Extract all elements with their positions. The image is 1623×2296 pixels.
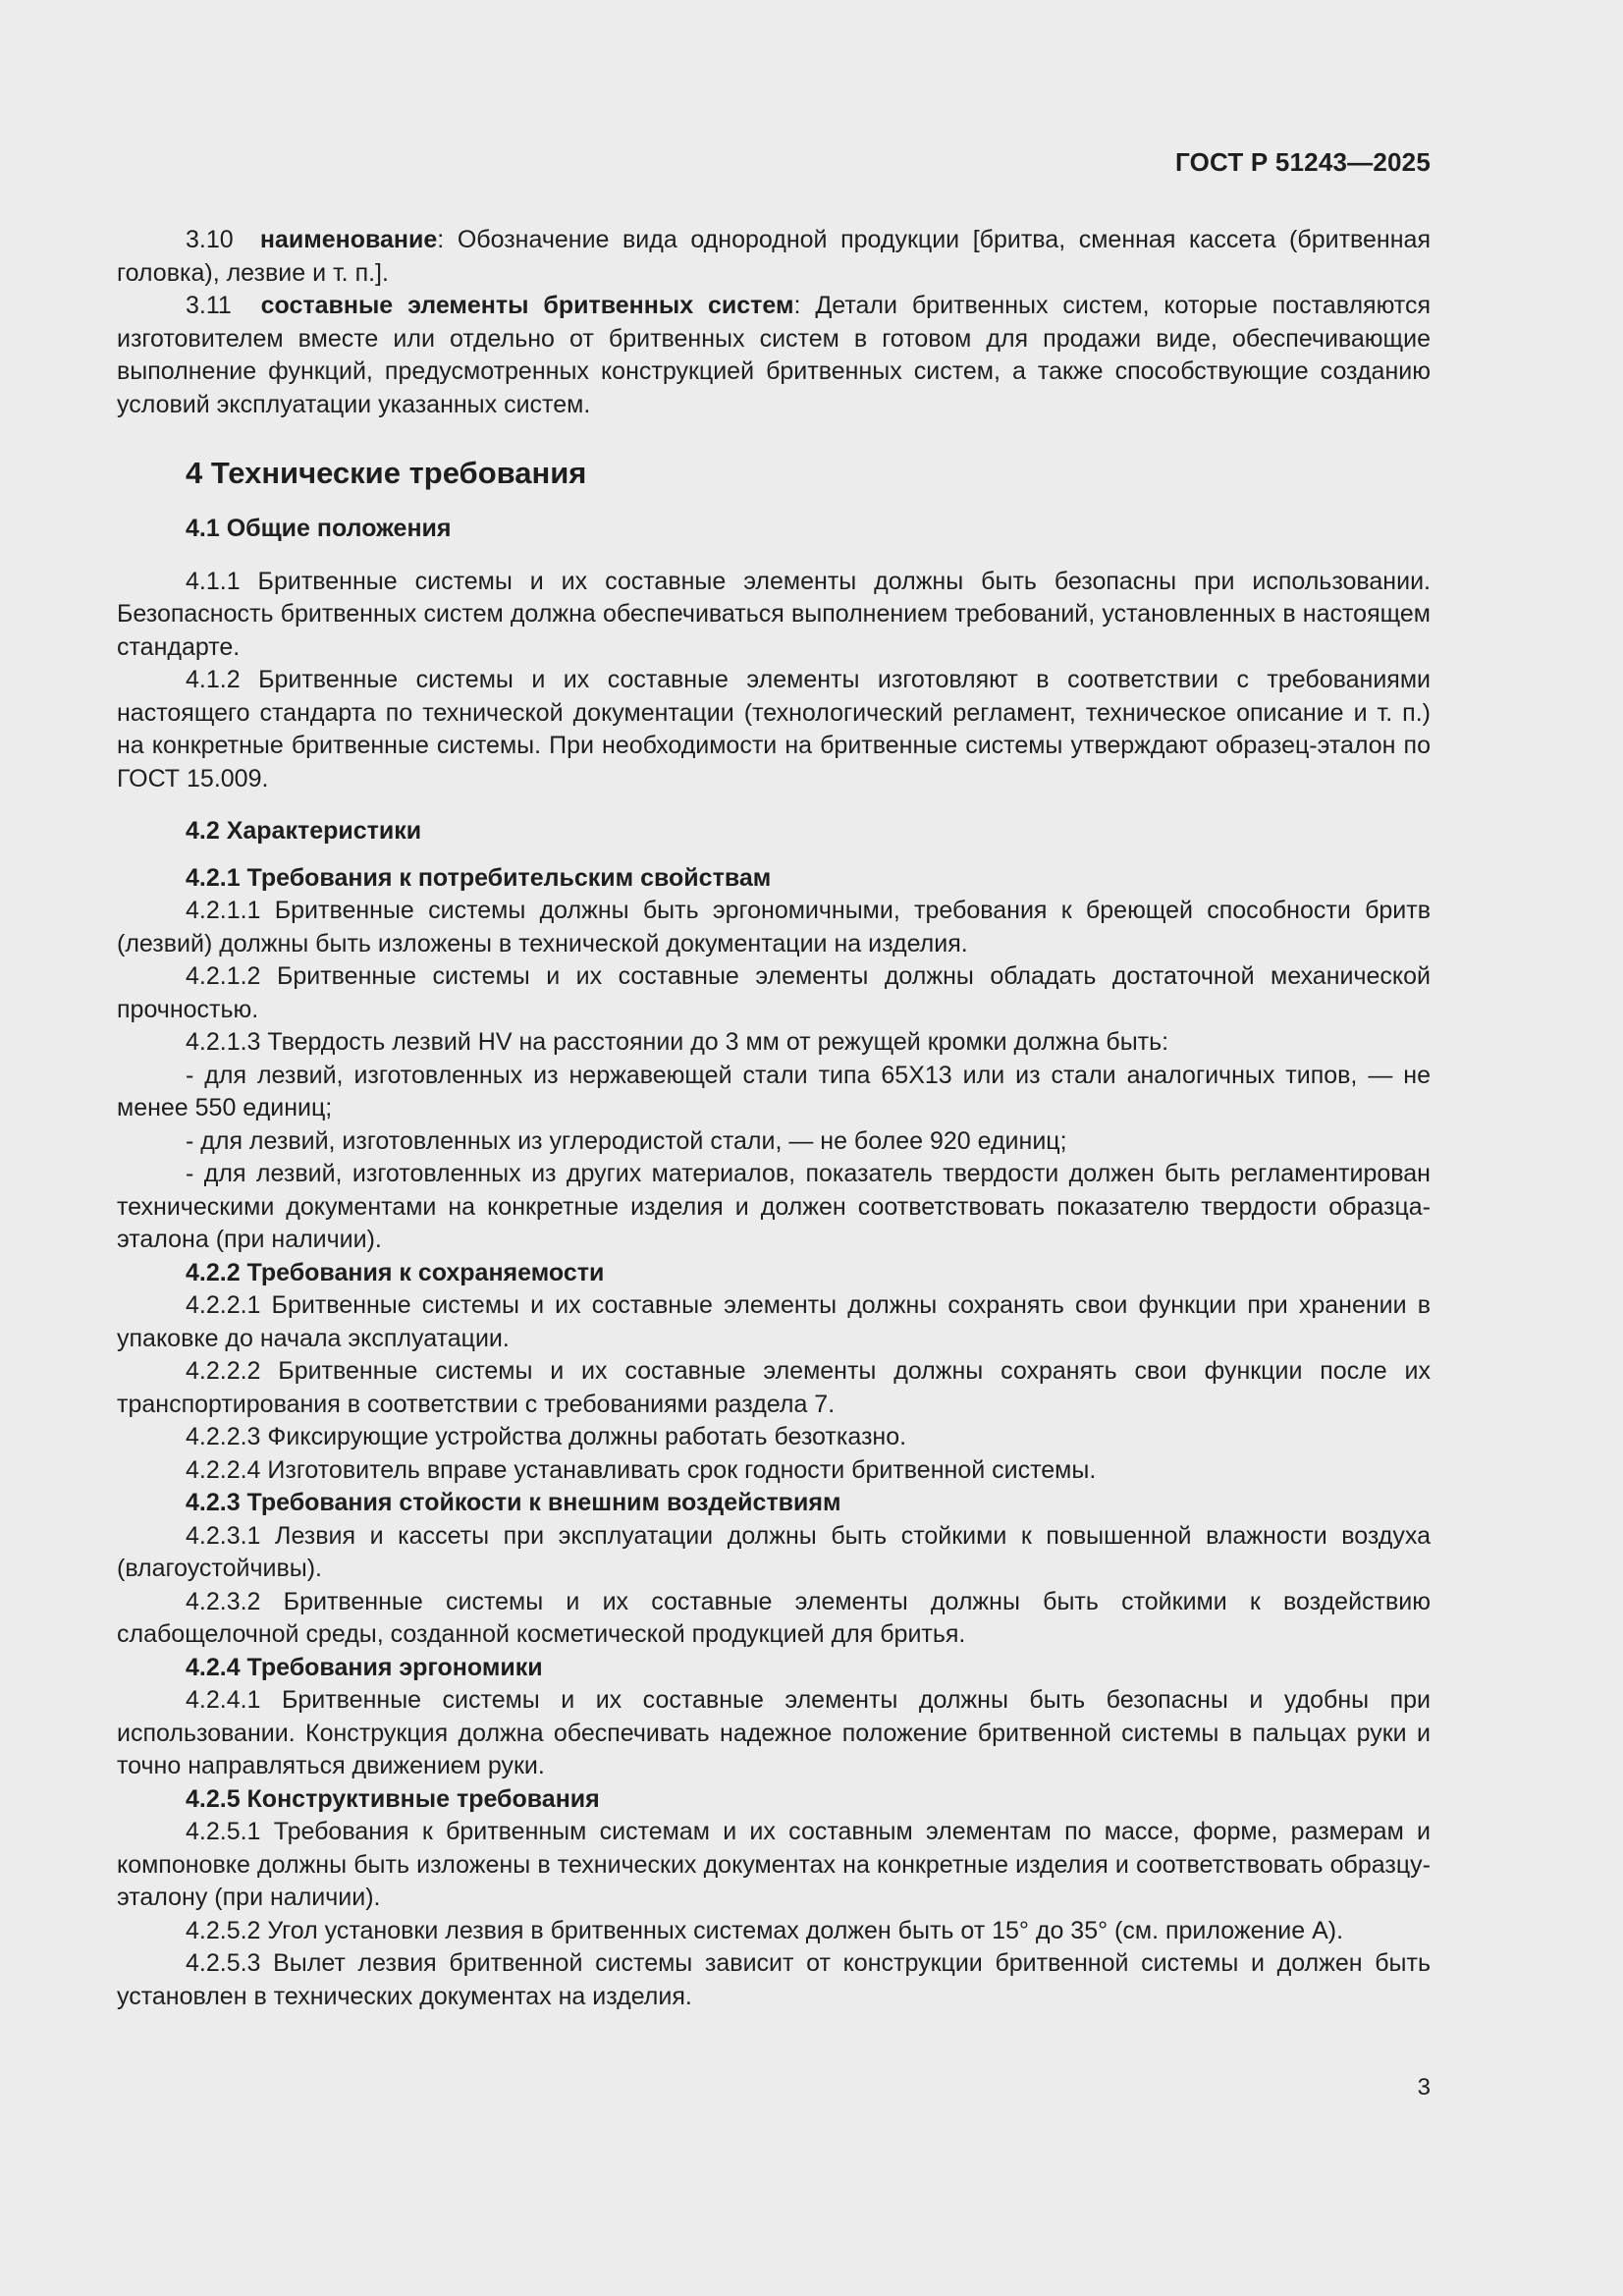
paragraph-4-2-2-3: 4.2.2.3 Фиксирующие устройства должны работать безотказно.: [186, 1423, 907, 1450]
section-4-2-2-title: 4.2.2 Требования к сохраняемости: [186, 1258, 605, 1286]
section-4-2-3-title: 4.2.3 Требования стойкости к внешним воздействиям: [186, 1489, 841, 1516]
paragraph-4-2-2-4: 4.2.2.4 Изготовитель вправе устанавливать срок годности бритвенной системы.: [186, 1455, 1097, 1484]
section-4-2-4-title: 4.2.4 Требования эргономики: [186, 1653, 543, 1681]
paragraph-4-2-1-2: 4.2.1.2 Бритвенные системы и их составные элементы должны обладать достаточной механической прочностью.: [117, 962, 1431, 1023]
definition-3-10: [117, 224, 1431, 290]
section-4-2-title: 4.2 Характеристики: [186, 817, 422, 845]
definition-3-11: [117, 290, 1431, 421]
definition-term: составные элементы бритвенных систем: [260, 292, 794, 319]
definition-number: 3.11: [186, 292, 232, 319]
page-number: 3: [1417, 2074, 1431, 2101]
definition-term: наименование: [259, 226, 438, 253]
paragraph-4-2-3-2: 4.2.3.2 Бритвенные системы и их составные элементы должны быть стойкими к воздействию слабощелочной среды, созданной косметической продукцией для бритья.: [117, 1587, 1431, 1648]
list-item: - для лезвий, изготовленных из других материалов, показатель твердости должен быть регламентирован техническими документами на конкретные изделия и должен соответствовать показателю твердости образца-эталона (при наличии).: [117, 1160, 1431, 1253]
paragraph-4-2-3-1: 4.2.3.1 Лезвия и кассеты при эксплуатации должны быть стойкими к повышенной влажности воздуха (влагоустойчивы).: [117, 1521, 1431, 1582]
list-item: - для лезвий, изготовленных из нержавеющей стали типа 65Х13 или из стали аналогичных типов, — не менее 550 единиц;: [117, 1061, 1431, 1121]
section-4-title: 4 Технические требования: [186, 456, 587, 490]
paragraph-4-2-1-1: 4.2.1.1 Бритвенные системы должны быть эргономичными, требования к бреющей способности бритв (лезвий) должны быть изложены в технической документации на изделия.: [117, 897, 1431, 957]
document-body: [117, 224, 1431, 2013]
section-4-1-title: 4.1 Общие положения: [186, 515, 452, 542]
paragraph-4-2-2-1: 4.2.2.1 Бритвенные системы и их составные элементы должны сохранять свои функции при хранении в упаковке до начала эксплуатации.: [117, 1291, 1431, 1352]
section-4-2-5-title: 4.2.5 Конструктивные требования: [186, 1784, 600, 1813]
definition-text: : Детали бритвенных систем, которые поставляются изготовителем вместе или отдельно от бритвенных систем в готовом для продажи виде, обеспечивающие выполнение функций, предусмотренных конструкцией бритвенных систем, а также способствующие созданию условий эксплуатации указанных систем.: [117, 292, 1431, 418]
paragraph-4-2-1-3: 4.2.1.3 Твердость лезвий HV на расстоянии до 3 мм от режущей кромки должна быть:: [186, 1028, 1169, 1056]
list-item: - для лезвий, изготовленных из углеродистой стали, — не более 920 единиц;: [186, 1126, 1067, 1155]
section-4-2-1-title: 4.2.1 Требования к потребительским свойствам: [186, 863, 772, 892]
document-id-header: ГОСТ Р 51243—2025: [1175, 147, 1431, 177]
paragraph-4-2-2-2: 4.2.2.2 Бритвенные системы и их составные элементы должны сохранять свои функции после их транспортирования в соответствии с требованиями раздела 7.: [117, 1357, 1431, 1418]
paragraph-4-2-5-2: 4.2.5.2 Угол установки лезвия в бритвенных системах должен быть от 15° до 35° (см. приложение А).: [186, 1916, 1344, 1944]
paragraph-4-1-2: 4.1.2 Бритвенные системы и их составные элементы изготовляют в соответствии с требованиями настоящего стандарта по технической документации (технологический регламент, техническое описание и т. п.) на конкретные бритвенные системы. При необходимости на бритвенные системы утверждают образец-эталон по ГОСТ 15.009.: [117, 666, 1431, 793]
paragraph-4-2-5-1: 4.2.5.1 Требования к бритвенным системам и их составным элементам по массе, форме, размерам и компоновке должны быть изложены в технических документах на конкретные изделия и соответствовать образцу-эталону (при наличии).: [117, 1818, 1431, 1911]
definition-number: 3.10: [186, 226, 234, 253]
paragraph-4-1-1: 4.1.1 Бритвенные системы и их составные элементы должны быть безопасны при использовании. Безопасность бритвенных систем должна обеспечиваться выполнением требований, установленных в настоящем стандарте.: [117, 567, 1431, 661]
paragraph-4-2-5-3: 4.2.5.3 Вылет лезвия бритвенной системы зависит от конструкции бритвенной системы и должен быть установлен в технических документах на изделия.: [117, 1949, 1431, 2010]
paragraph-4-2-4-1: 4.2.4.1 Бритвенные системы и их составные элементы должны быть безопасны и удобны при использовании. Конструкция должна обеспечивать надежное положение бритвенной системы в пальцах руки и точно направляться движением руки.: [117, 1686, 1431, 1779]
definition-text: : Обозначение вида однородной продукции [бритва, сменная кассета (бритвенная головка), лезвие и т. п.].: [117, 226, 1431, 287]
